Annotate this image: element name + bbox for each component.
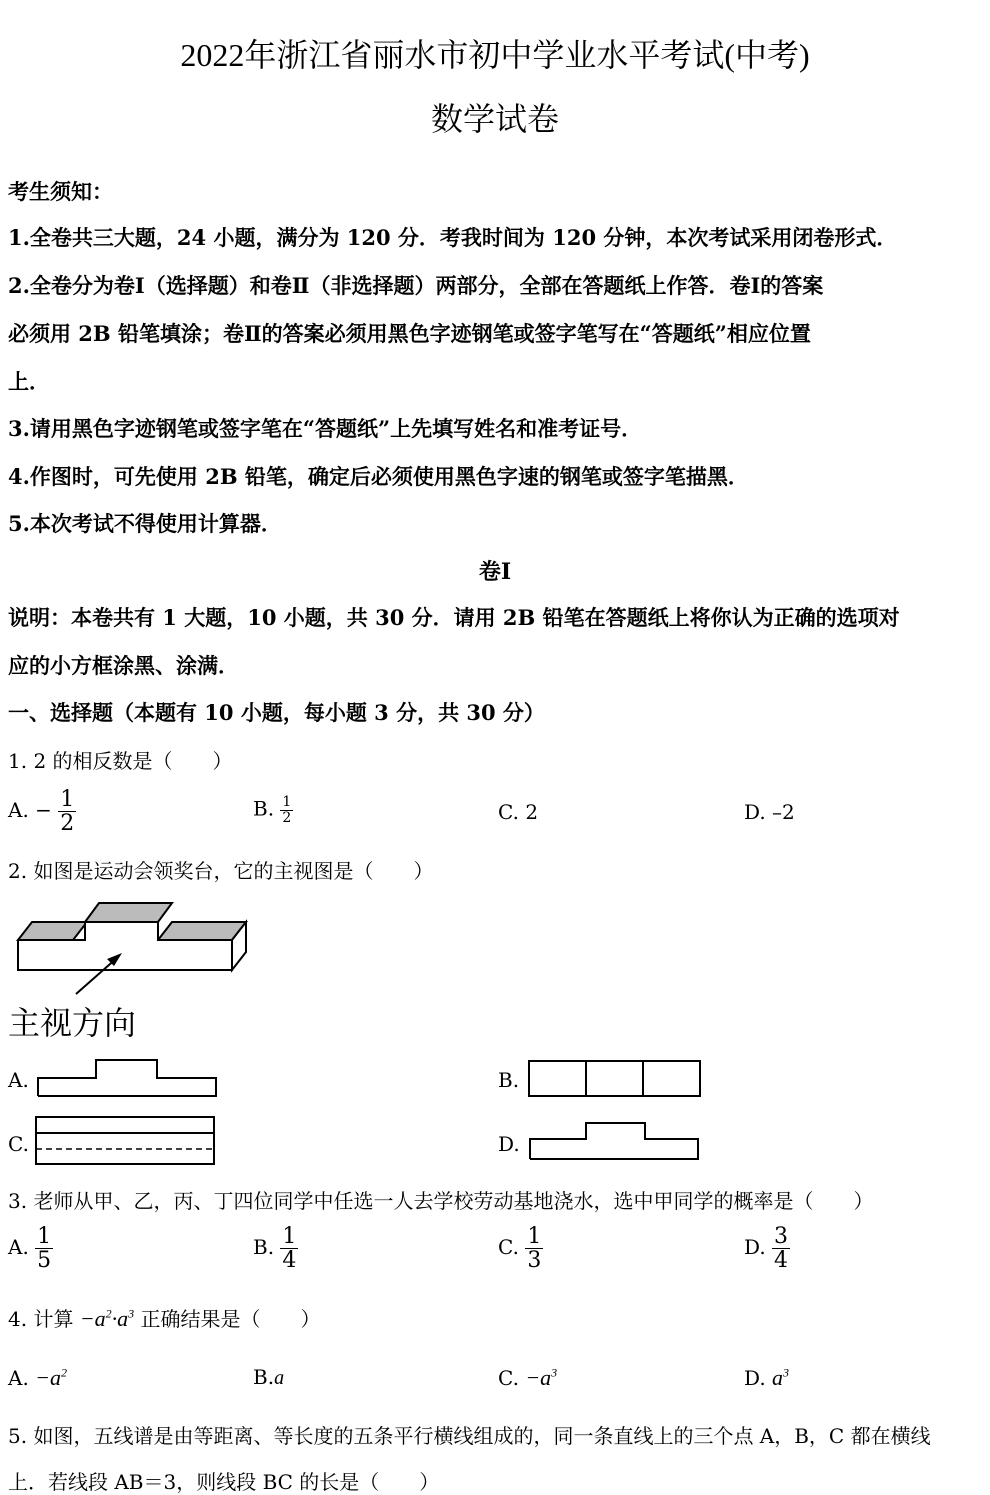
q3-option-a: A. $\frac{1}{5}$ [8, 1224, 52, 1274]
page-title: 2022年浙江省丽水市初中学业水平考试(中考) [180, 37, 810, 73]
q2-option-a-label: A. [8, 1068, 29, 1092]
section-title: 卷Ⅰ [478, 559, 512, 585]
notice-line: 5.本次考试不得使用计算器． [8, 511, 282, 536]
page-subtitle: 数学试卷 [430, 101, 559, 137]
q3-option-d: D. $\frac{3}{4}$ [744, 1224, 789, 1274]
q2-option-b-label: B. [498, 1068, 520, 1092]
question-2-stem: 2. 如图是运动会领奖台，它的主视图是（ ） [8, 859, 434, 883]
q4-option-a: A. $-a^2$ [8, 1365, 68, 1390]
section-description: 说明：本卷共有 1 大题，10 小题，共 30 分．请用 2B 铅笔在答题纸上将你认为正确的选项对 [8, 605, 900, 630]
notice-line: 1.全卷共三大题，24 小题，满分为 120 分．考我时间为 120 分钟，本次考试采用闭卷形式． [8, 225, 898, 250]
notice-line: 4.作图时，可先使用 2B 铅笔，确定后必须使用黑色字速的钢笔或签字笔描黑． [8, 464, 749, 489]
q4-option-d: D. $a^3$ [744, 1365, 790, 1390]
view-direction-label: 主视方向 [8, 1004, 137, 1042]
q2-option-c-label: C. [8, 1132, 29, 1156]
question-5-stem-cont: 上．若线段 AB＝3，则线段 BC 的长是（ ） [8, 1470, 440, 1494]
notice-line: 必须用 2B 铅笔填涂；卷Ⅱ的答案必须用黑色字迹钢笔或签字笔写在“答题纸”相应位置 [8, 321, 811, 346]
question-1-stem: 1. 2 的相反数是（ ） [8, 749, 233, 773]
q1-option-c: C. 2 [498, 800, 539, 824]
podium-figure [10, 895, 255, 1005]
section-description: 应的小方框涂黑、涂满． [8, 653, 239, 678]
q2-option-b-figure [527, 1059, 703, 1099]
part-heading: 一、选择题（本题有 10 小题，每小题 3 分，共 30 分） [8, 700, 545, 725]
q1-option-d: D. –2 [744, 800, 795, 824]
notice-line: 上． [8, 369, 50, 394]
notice-line: 3.请用黑色字迹钢笔或签字笔在“答题纸”上先填写姓名和准考证号． [8, 416, 643, 441]
q3-option-c: C. $\frac{1}{3}$ [498, 1224, 542, 1274]
question-5-stem: 5. 如图，五线谱是由等距离、等长度的五条平行横线组成的，同一条直线上的三个点 A，B，C 都在横线 [8, 1424, 931, 1448]
q4-option-b: B.a [253, 1365, 285, 1389]
q2-option-a-figure [36, 1058, 220, 1100]
q2-option-d-figure [528, 1121, 702, 1163]
q4-option-c: C. $-a^3$ [498, 1365, 558, 1390]
q3-option-b: B. $\frac{1}{4}$ [253, 1224, 297, 1274]
q2-option-c-figure [34, 1115, 218, 1167]
notice-line: 2.全卷分为卷Ⅰ（选择题）和卷Ⅱ（非选择题）两部分，全部在答题纸上作答．卷Ⅰ的答案 [8, 273, 824, 298]
q1-option-a: A. − $\frac{1}{2}$ [8, 787, 75, 837]
notice-heading: 考生须知： [8, 179, 113, 204]
question-3-stem: 3. 老师从甲、乙，丙、丁四位同学中任选一人去学校劳动基地浇水，选中甲同学的概率是（ ） [8, 1189, 874, 1213]
q1-option-b: B. $\frac{1}{2}$ [253, 794, 292, 826]
q2-option-d-label: D. [498, 1132, 520, 1156]
question-4-stem: 4. 计算 $-a^2\cdot a^3$ 正确结果是（ ） [8, 1306, 321, 1331]
